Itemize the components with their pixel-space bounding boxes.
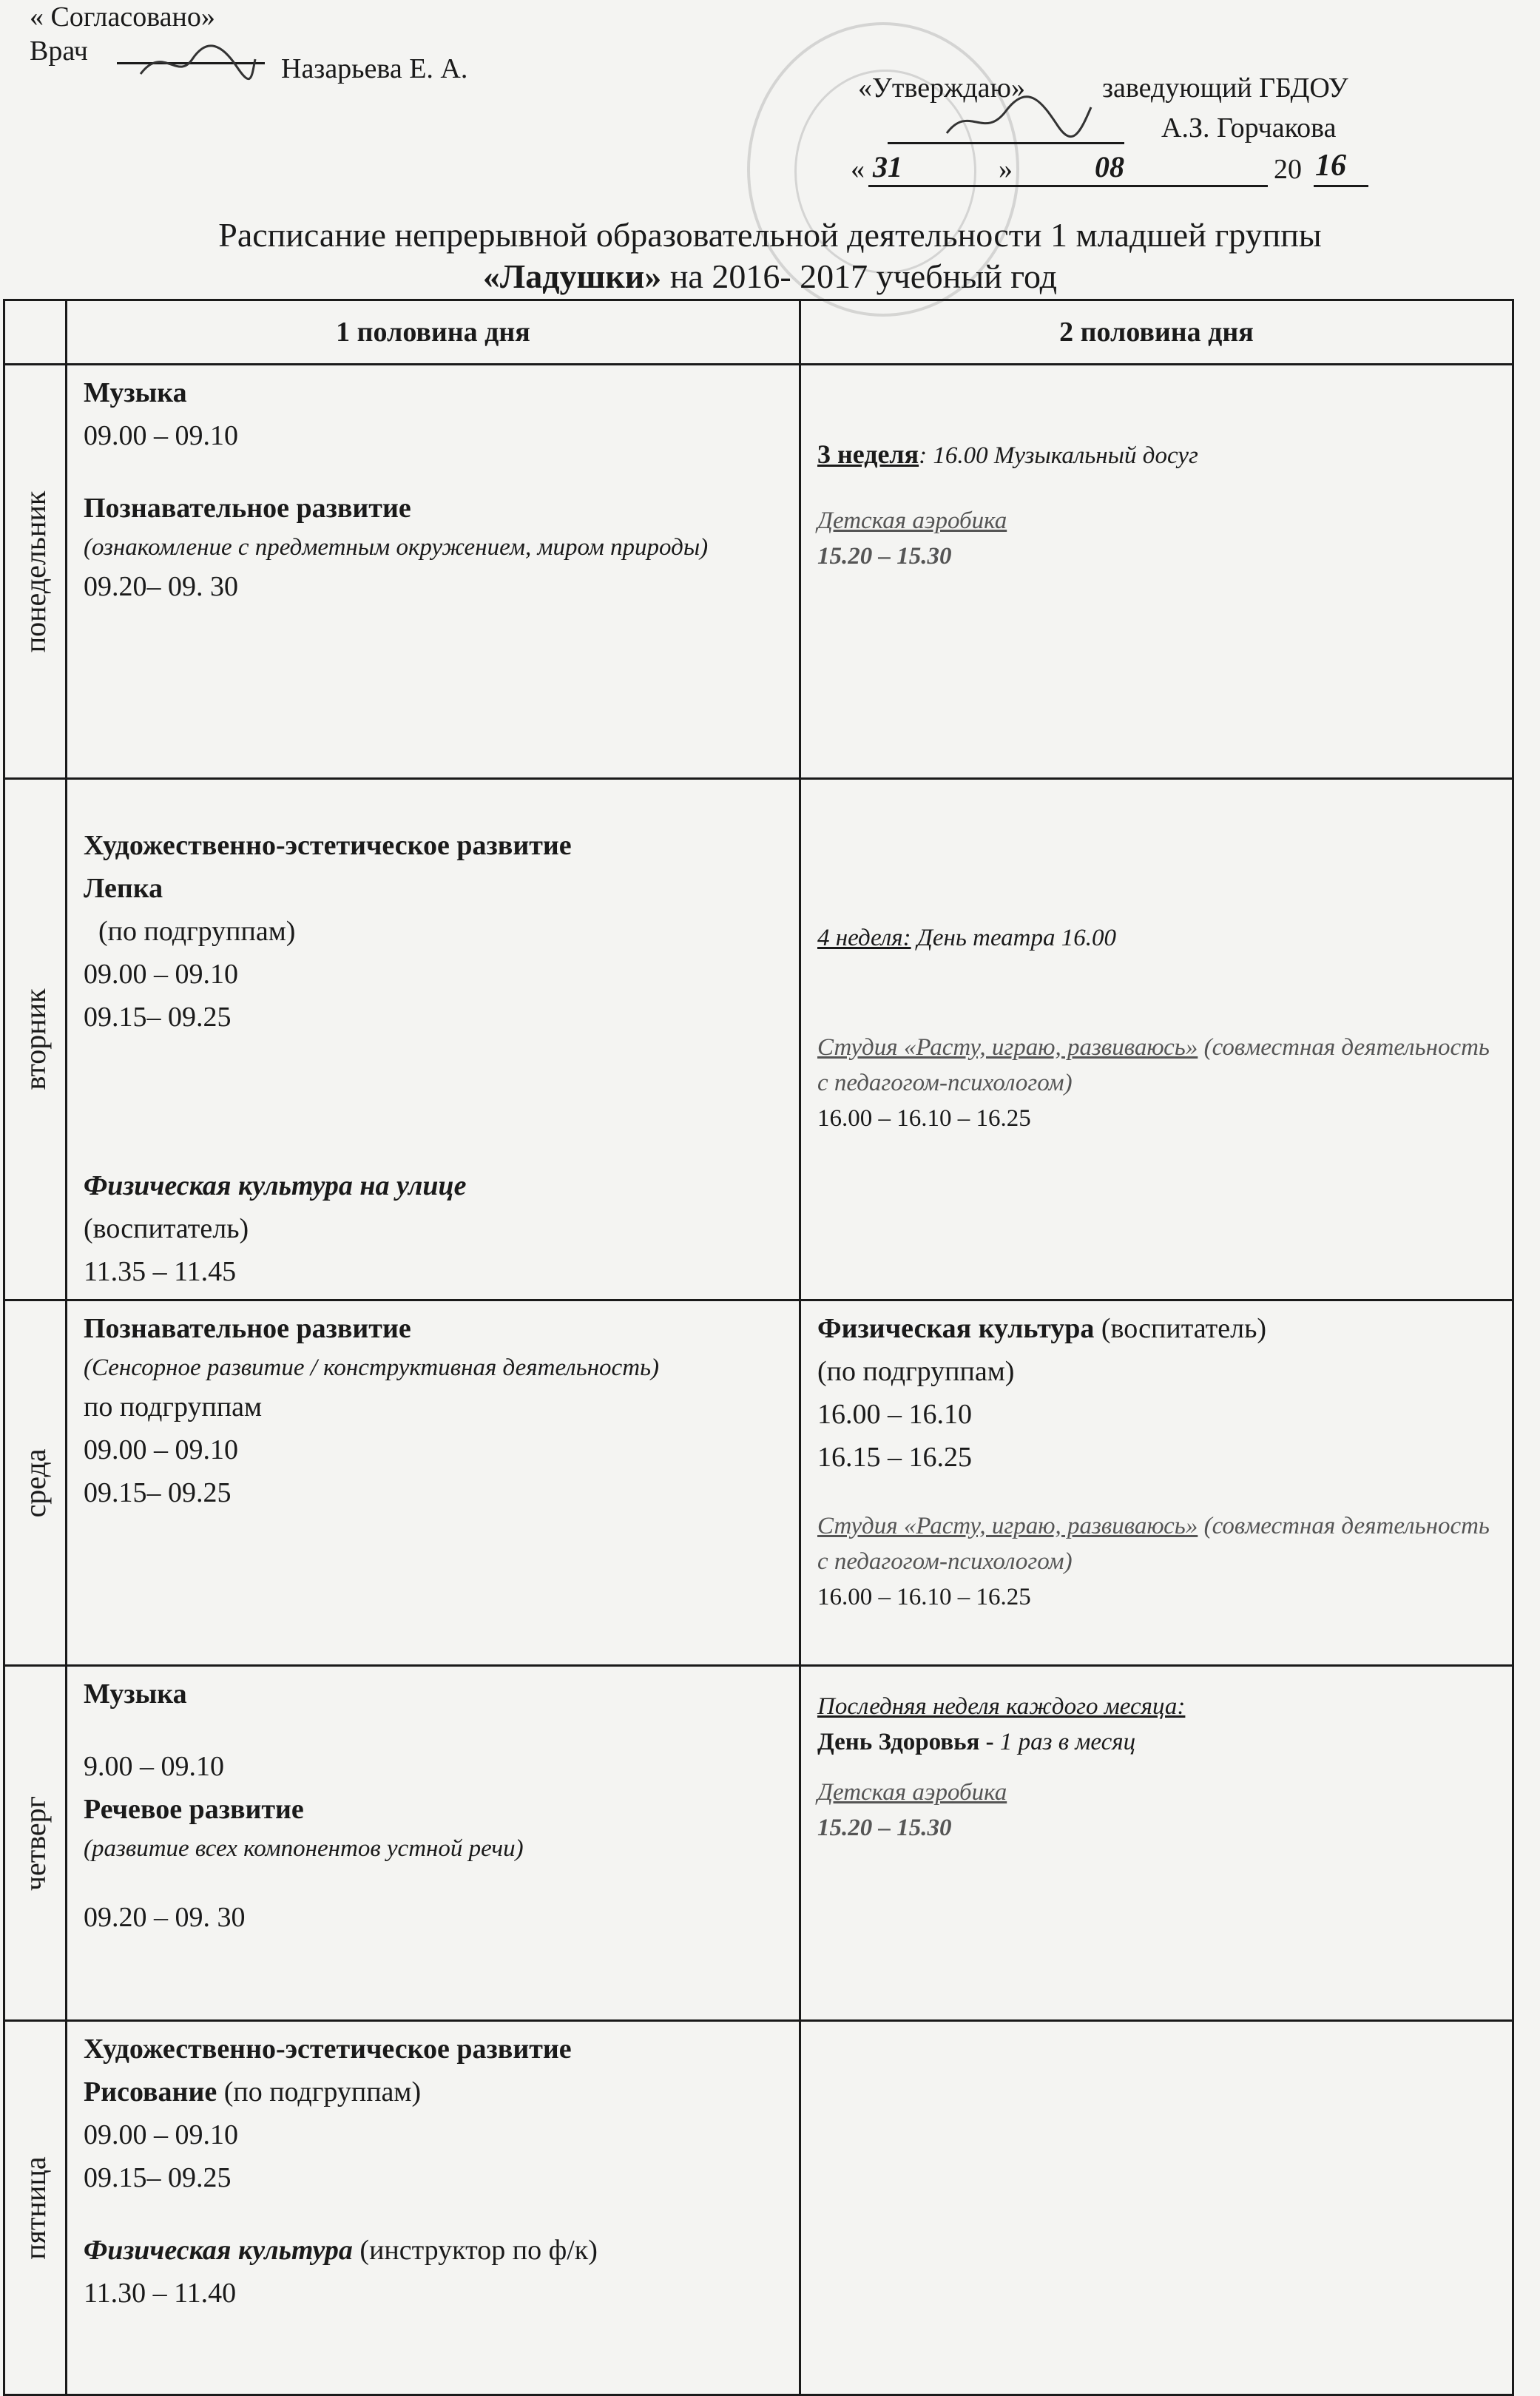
day-column-header (4, 300, 67, 365)
day-cell-wednesday (4, 1300, 67, 1666)
aerobics-time: 15.20 – 15.30 (817, 543, 952, 570)
year-suffix: 16 (1315, 149, 1346, 183)
time-slot: 16.15 – 16.25 (817, 1442, 972, 1473)
aerobics-label: Детская аэробика (817, 507, 1007, 534)
subject-title: Музыка (84, 377, 187, 408)
year-prefix: 20 (1274, 154, 1302, 185)
schedule-table (3, 299, 1514, 2396)
subject-title: Познавательное развитие (84, 1313, 411, 1344)
doctor-signature (133, 37, 259, 89)
time-slot: 09.00 – 09.10 (84, 2119, 238, 2150)
head-signature (932, 89, 1102, 148)
monday-first-half (67, 365, 800, 779)
event-text: День театра 16.00 (911, 925, 1116, 951)
subject-subtitle: по подгруппам (84, 1391, 263, 1423)
subject-note: (инструктор по ф/к) (352, 2235, 598, 2266)
studio-line (817, 1508, 1496, 1579)
time-slot: 09.15– 09.25 (84, 2162, 232, 2193)
subject-note: (воспитатель) (84, 1213, 249, 1244)
time-slot: 09.00 – 09.10 (84, 959, 238, 990)
title-line-1: Расписание непрерывной образовательной деятельности 1 младшей группы (218, 216, 1322, 254)
day-cell-friday (4, 2021, 67, 2395)
time-slot: 11.35 – 11.45 (84, 1256, 237, 1287)
table-row-thursday (4, 1666, 1513, 2021)
day-label: понедельник (18, 490, 52, 652)
subject-note: (ознакомление с предметным окружением, миром природы) (84, 534, 709, 561)
subject-line (84, 2229, 783, 2272)
second-half-header: 2 половина дня (800, 300, 1513, 365)
table-header-row (4, 300, 1513, 365)
studio-line (817, 1030, 1496, 1101)
subject-note: (воспитатель) (1094, 1313, 1267, 1344)
thursday-second-half (800, 1666, 1513, 2021)
title-line-2-rest: на 2016- 2017 учебный год (661, 257, 1058, 295)
subject-title: Физическая культура на улице (84, 1170, 467, 1201)
title-line-2 (0, 256, 1540, 297)
subject-title: Физическая культура (817, 1313, 1095, 1344)
subject-subtitle: (по подгруппам) (817, 1356, 1015, 1387)
day-cell-tuesday (4, 779, 67, 1300)
subject-note: (развитие всех компонентов устной речи) (84, 1835, 524, 1862)
subject-note: (Сенсорное развитие / конструктивная деятельность) (84, 1354, 660, 1381)
time-slot: 09.15– 09.25 (84, 1002, 232, 1033)
studio-time: 16.00 – 16.10 – 16.25 (817, 1105, 1031, 1132)
studio-name: Студия «Расту, играю, развиваюсь» (817, 1034, 1198, 1061)
time-slot: 16.00 – 16.10 (817, 1399, 972, 1430)
event-line (817, 436, 1496, 473)
event-text: : 16.00 Музыкальный досуг (919, 442, 1198, 469)
subject-title: Художественно-эстетическое развитие (84, 830, 572, 861)
head-name: А.З. Горчакова (1161, 112, 1337, 144)
subject-title: Физическая культура (84, 2235, 353, 2266)
monday-second-half (800, 365, 1513, 779)
table-row-tuesday (4, 779, 1513, 1300)
day-label: вторник (18, 988, 52, 1090)
studio-name: Студия «Расту, играю, развиваюсь» (817, 1513, 1198, 1539)
subject-title: Художественно-эстетическое развитие (84, 2034, 572, 2065)
table-row-monday (4, 365, 1513, 779)
time-slot: 09.15– 09.25 (84, 1477, 232, 1508)
subject-note: (по подгруппам) (217, 2076, 422, 2108)
date-day: 31 (873, 150, 902, 183)
subject-line (84, 2071, 783, 2113)
subject-title: Музыка (84, 1678, 187, 1710)
studio-time: 16.00 – 16.10 – 16.25 (817, 1584, 1031, 1610)
subject-subtitle: Лепка (84, 873, 163, 904)
date-line (868, 185, 1268, 187)
time-slot: 11.30 – 11.40 (84, 2278, 237, 2309)
thursday-first-half (67, 1666, 800, 2021)
subject-title: Познавательное развитие (84, 493, 411, 524)
approved-label: «Утверждаю» (858, 72, 1025, 104)
day-label: среда (18, 1448, 52, 1518)
last-week-label: Последняя неделя каждого месяца: (817, 1693, 1186, 1720)
week-label: 3 неделя (817, 439, 919, 469)
aerobics-label: Детская аэробика (817, 1779, 1007, 1806)
doctor-name: Назарьева Е. А. (281, 53, 468, 84)
wednesday-second-half (800, 1300, 1513, 1666)
agreed-label: « Согласовано» (30, 1, 215, 33)
subject-subtitle: Рисование (84, 2076, 217, 2108)
time-slot: 9.00 – 09.10 (84, 1751, 224, 1782)
date-month: 08 (1095, 150, 1124, 183)
date-close-quote: » (999, 154, 1013, 185)
health-day-note: 1 раз в месяц (993, 1729, 1136, 1755)
tuesday-second-half (800, 779, 1513, 1300)
date-open-quote: « (851, 154, 865, 185)
first-half-header: 1 половина дня (67, 300, 800, 365)
subject-title: Речевое развитие (84, 1794, 304, 1825)
subject-line (817, 1307, 1496, 1350)
table-row-wednesday (4, 1300, 1513, 1666)
time-slot: 09.00 – 09.10 (84, 1434, 238, 1465)
studio-note: (совместная деятельность с педагогом-психологом) (817, 1513, 1490, 1575)
group-name: «Ладушки» (482, 257, 662, 295)
health-day-line (817, 1724, 1496, 1760)
wednesday-first-half (67, 1300, 800, 1666)
day-label: пятница (18, 2156, 52, 2260)
studio-note: (совместная деятельность с педагогом-психологом) (817, 1034, 1490, 1096)
aerobics-time: 15.20 – 15.30 (817, 1815, 952, 1841)
subject-note: (по подгруппам) (98, 916, 296, 947)
friday-first-half (67, 2021, 800, 2395)
friday-second-half (800, 2021, 1513, 2395)
time-slot: 09.20– 09. 30 (84, 571, 238, 602)
approved-position: заведующий ГБДОУ (1102, 72, 1348, 104)
document-title (0, 215, 1540, 297)
day-cell-thursday (4, 1666, 67, 2021)
year-line (1314, 185, 1368, 187)
time-slot: 09.20 – 09. 30 (84, 1902, 246, 1933)
week-label: 4 неделя: (817, 925, 911, 951)
day-label: четверг (18, 1795, 52, 1891)
tuesday-first-half (67, 779, 800, 1300)
health-day-title: День Здоровья - (817, 1729, 994, 1755)
day-cell-monday (4, 365, 67, 779)
table-row-friday (4, 2021, 1513, 2395)
time-slot: 09.00 – 09.10 (84, 420, 238, 451)
event-line (817, 920, 1496, 956)
doctor-label: Врач (30, 36, 88, 67)
